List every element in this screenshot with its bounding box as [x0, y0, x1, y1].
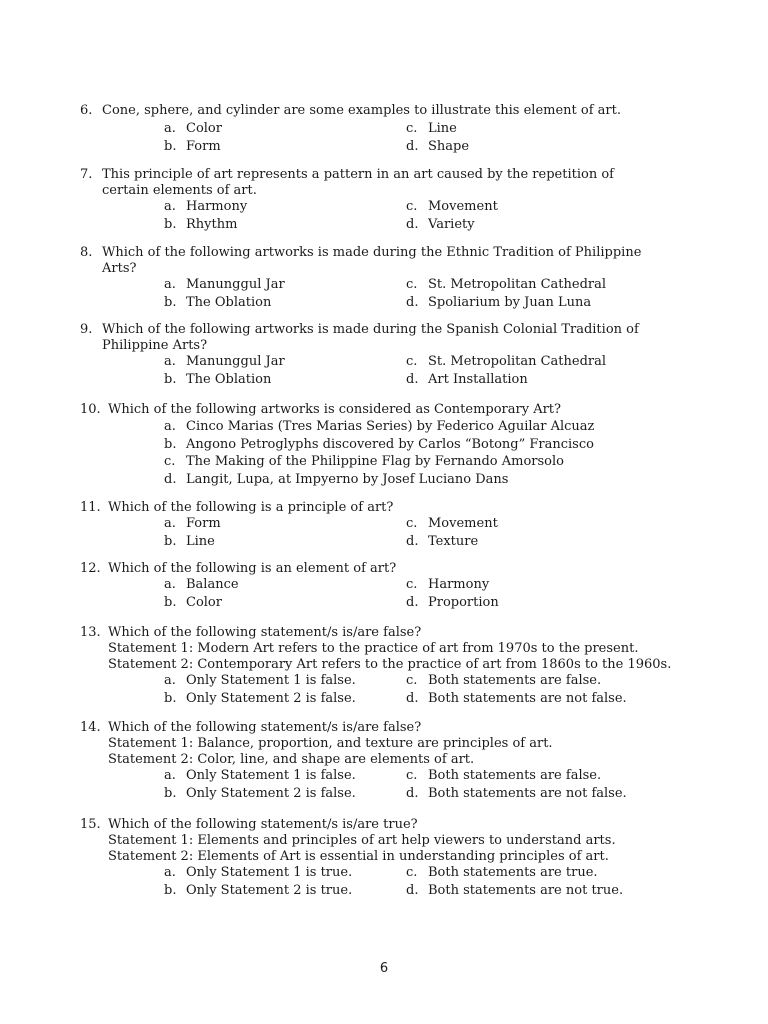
question-number: 8.: [80, 245, 93, 260]
question-15: [80, 817, 720, 901]
option-d: d. Variety: [406, 217, 475, 232]
option-b: b. Color: [164, 595, 222, 610]
option-c: c. Harmony: [406, 577, 490, 592]
question-stem: Which of the following is a principle of art?: [108, 500, 394, 515]
option-b: b. Only Statement 2 is false.: [164, 691, 356, 706]
statement-1: Statement 1: Balance, proportion, and texture are principles of art.: [108, 736, 553, 751]
options-grid: [80, 121, 720, 157]
question-number: 13.: [80, 625, 101, 640]
question-10: [80, 402, 720, 488]
option-b: b. Only Statement 2 is true.: [164, 883, 353, 898]
question-number: 9.: [80, 322, 93, 337]
statement-2: Statement 2: Elements of Art is essential in understanding principles of art.: [108, 849, 609, 864]
option-d: d. Art Installation: [406, 372, 528, 387]
page-number: 6: [379, 961, 389, 976]
statement-1: Statement 1: Modern Art refers to the practice of art from 1970s to the present.: [108, 641, 639, 656]
option-b: b. The Oblation: [164, 372, 272, 387]
option-c: c. St. Metropolitan Cathedral: [406, 277, 607, 292]
options-grid: [80, 768, 720, 804]
option-b: b. Only Statement 2 is false.: [164, 786, 356, 801]
statement-2: Statement 2: Color, line, and shape are elements of art.: [108, 752, 475, 767]
question-stem: This principle of art represents a pattern in an art caused by the repetition of: [102, 167, 614, 182]
option-a: a. Manunggul Jar: [164, 277, 285, 292]
options-grid: [80, 516, 720, 552]
question-number: 14.: [80, 720, 101, 735]
option-d: d. Both statements are not false.: [406, 786, 627, 801]
question-14: [80, 720, 720, 804]
option-d: d. Both statements are not false.: [406, 691, 627, 706]
options-grid: [80, 865, 720, 901]
question-stem: Which of the following artworks is made during the Spanish Colonial Tradition of: [102, 322, 639, 337]
option-a: a. Harmony: [164, 199, 248, 214]
option-a: a. Only Statement 1 is true.: [164, 865, 353, 880]
options-grid: [80, 199, 720, 235]
question-12: [80, 561, 720, 613]
question-number: 11.: [80, 500, 101, 515]
option-d: d. Spoliarium by Juan Luna: [406, 295, 592, 310]
option-b: b. Rhythm: [164, 217, 238, 232]
statement-2: Statement 2: Contemporary Art refers to the practice of art from 1860s to the 1960s.: [108, 657, 672, 672]
question-number: 15.: [80, 817, 101, 832]
question-stem: Which of the following statement/s is/are false?: [108, 625, 422, 640]
question-stem: Cone, sphere, and cylinder are some examples to illustrate this element of art.: [102, 103, 621, 118]
question-9: [80, 322, 720, 390]
option-c: c. Line: [406, 121, 457, 136]
question-stem-continued: Philippine Arts?: [102, 338, 208, 353]
option-d: d. Langit, Lupa, at Impyerno by Josef Luciano Dans: [164, 471, 509, 487]
question-stem: Which of the following statement/s is/are false?: [108, 720, 422, 735]
option-a: a. Only Statement 1 is false.: [164, 768, 356, 783]
question-11: [80, 500, 720, 552]
option-c: c. The Making of the Philippine Flag by Fernando Amorsolo: [164, 454, 564, 469]
option-d: d. Texture: [406, 534, 479, 549]
option-c: c. Movement: [406, 199, 498, 214]
question-13: [80, 625, 720, 709]
question-stem: Which of the following is an element of art?: [108, 561, 397, 576]
option-b: b. Form: [164, 139, 221, 154]
options-grid: [80, 277, 720, 313]
question-stem: Which of the following artworks is made during the Ethnic Tradition of Philippine: [102, 245, 642, 260]
options-grid: [80, 673, 720, 709]
option-a: a. Only Statement 1 is false.: [164, 673, 356, 688]
option-b: b. Angono Petroglyphs discovered by Carlos “Botong” Francisco: [164, 436, 594, 452]
option-a: a. Cinco Marias (Tres Marias Series) by Federico Aguilar Alcuaz: [164, 419, 595, 434]
option-a: a. Form: [164, 516, 221, 531]
question-number: 12.: [80, 561, 101, 576]
option-a: a. Balance: [164, 577, 239, 592]
question-stem: Which of the following statement/s is/are true?: [108, 817, 418, 832]
question-8: [80, 245, 720, 313]
option-d: d. Both statements are not true.: [406, 883, 624, 898]
option-c: c. Movement: [406, 516, 498, 531]
question-7: [80, 167, 720, 235]
option-c: c. St. Metropolitan Cathedral: [406, 354, 607, 369]
question-stem-continued: Arts?: [102, 261, 137, 276]
option-c: c. Both statements are false.: [406, 673, 602, 688]
statement-1: Statement 1: Elements and principles of art help viewers to understand arts.: [108, 833, 616, 848]
option-a: a. Color: [164, 121, 222, 136]
option-a: a. Manunggul Jar: [164, 354, 285, 369]
option-d: d. Shape: [406, 139, 470, 154]
option-c: c. Both statements are true.: [406, 865, 598, 880]
question-6: [80, 103, 720, 157]
question-stem: Which of the following artworks is considered as Contemporary Art?: [108, 402, 561, 417]
question-number: 10.: [80, 402, 101, 417]
options-grid: [80, 577, 720, 613]
question-stem-continued: certain elements of art.: [102, 183, 257, 198]
question-number: 7.: [80, 167, 93, 182]
option-b: b. The Oblation: [164, 295, 272, 310]
option-d: d. Proportion: [406, 595, 499, 610]
option-c: c. Both statements are false.: [406, 768, 602, 783]
option-b: b. Line: [164, 534, 215, 549]
options-grid: [80, 354, 720, 390]
question-number: 6.: [80, 103, 93, 118]
